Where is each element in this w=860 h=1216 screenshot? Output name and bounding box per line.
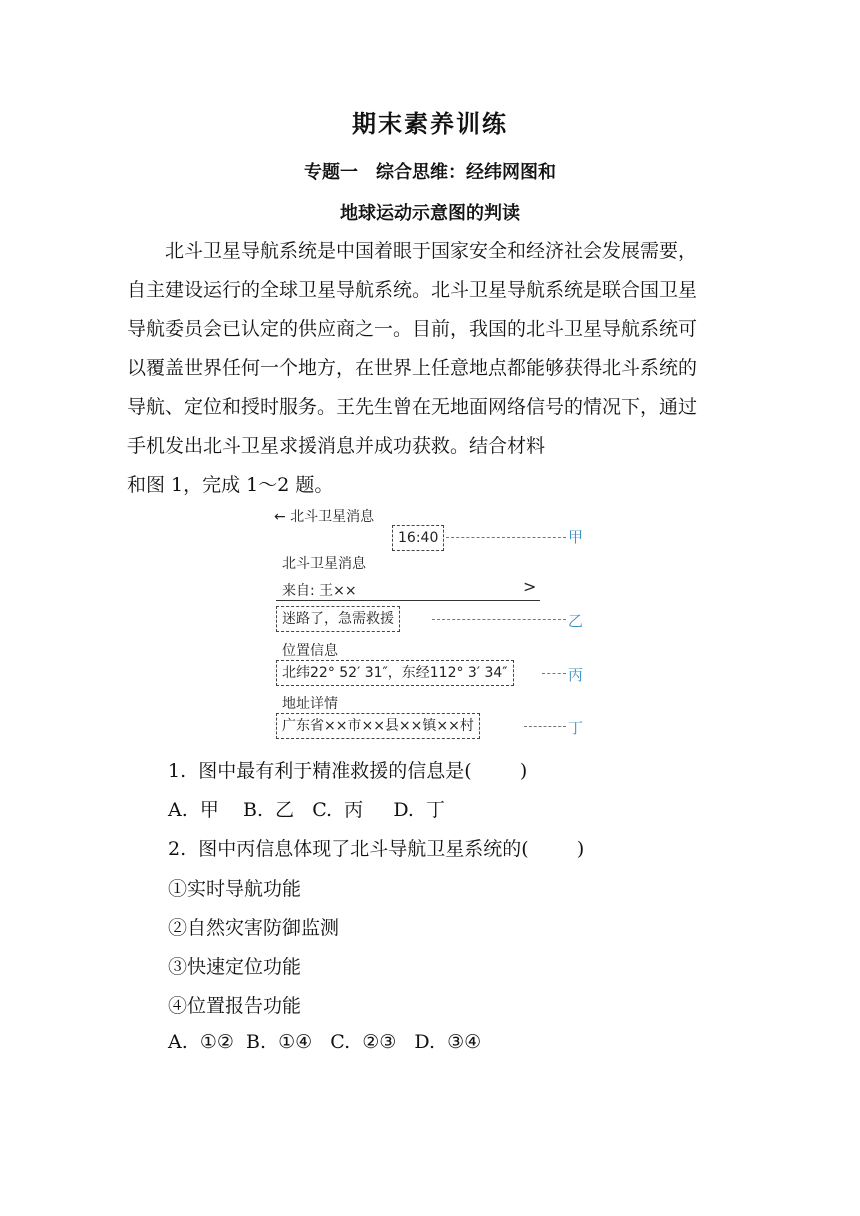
marker-ding: 丁 [568,719,584,737]
page-title: 期末素养训练 [352,110,508,138]
question-2-options: A. ①② B. ①④ C. ②③ D. ③④ [168,1031,482,1053]
question-2-item: ③快速定位功能 [168,956,302,978]
back-header: ← 北斗卫星消息 [274,509,375,525]
paragraph-line: 手机发出北斗卫星求援消息并成功获救。结合材料 [127,435,546,457]
marker-yi: 乙 [568,612,584,630]
leader-line [432,619,566,620]
marker-jia: 甲 [568,528,584,546]
divider [276,600,540,601]
position-label: 位置信息 [282,643,338,659]
marker-bing: 丙 [568,666,584,684]
leader-line [542,673,566,674]
question-2-item: ②自然灾害防御监测 [168,917,340,939]
message-header: 北斗卫星消息 [282,556,366,572]
beidou-message-figure [268,506,598,746]
paragraph-line: 导航委员会已认定的供应商之一。目前，我国的北斗卫星导航系统可 [127,318,698,340]
leader-line [524,726,566,727]
paragraph-line: 北斗卫星导航系统是中国着眼于国家安全和经济社会发展需要， [165,240,698,262]
question-2-stem: 2. 图中丙信息体现了北斗导航卫星系统的( ) [168,838,585,860]
leader-line [446,537,566,538]
intro-paragraph [127,232,737,505]
paragraph-line: 导航、定位和授时服务。王先生曾在无地面网络信号的情况下，通过 [127,396,698,418]
section-subtitle-line-1: 专题一 综合思维：经纬网图和 [304,162,556,183]
message-box: 迷路了，急需救援 [276,606,400,632]
question-1-stem: 1. 图中最有利于精准救援的信息是( ) [168,760,528,782]
time-box: 16:40 [392,525,444,551]
address-box: 广东省××市××县××镇××村 [276,713,480,739]
coordinates-box: 北纬22° 52′ 31″，东经112° 3′ 34″ [276,660,514,686]
question-2-item: ①实时导航功能 [168,878,302,900]
paragraph-line: 以覆盖世界任何一个地方，在世界上任意地点都能够获得北斗系统的 [127,357,698,379]
question-2-item: ④位置报告功能 [168,995,302,1017]
address-label: 地址详情 [282,696,338,712]
question-1-options: A. 甲 B. 乙 C. 丙 D. 丁 [168,799,446,821]
from-label: 来自: 王×× [282,583,357,599]
section-subtitle-line-2: 地球运动示意图的判读 [340,203,520,224]
paragraph-line: 自主建设运行的全球卫星导航系统。北斗卫星导航系统是联合国卫星 [127,279,698,301]
chevron-right-icon: > [523,577,537,596]
paragraph-line: 和图 1，完成 1～2 题。 [127,474,334,496]
